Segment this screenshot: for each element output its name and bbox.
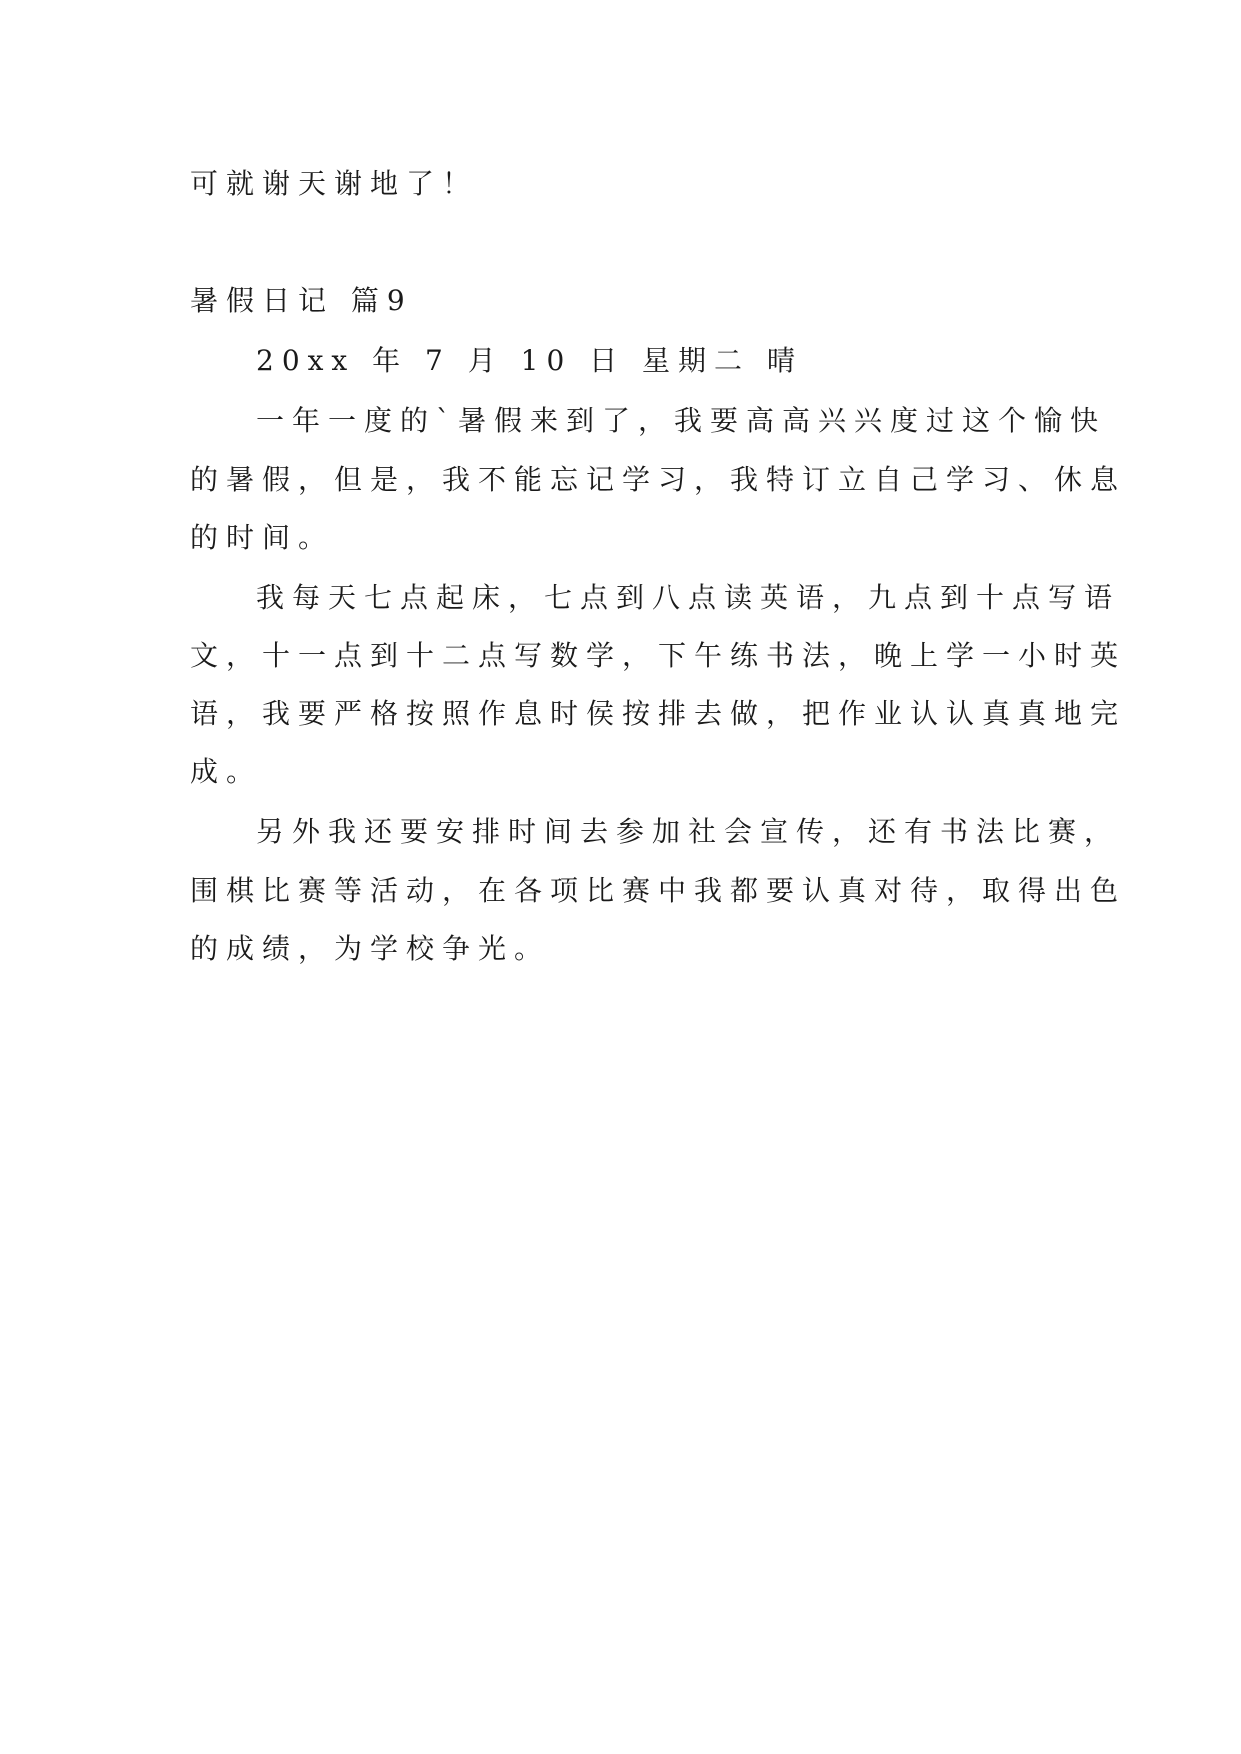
paragraph-1-line-3: 的时间。 (190, 521, 335, 554)
diary-date-line: 20xx 年 7 月 10 日 星期二 晴 (256, 344, 803, 377)
paragraph-2-line-2: 文，十一点到十二点写数学，下午练书法，晚上学一小时英 (190, 639, 1127, 672)
diary-heading: 暑假日记 篇9 (190, 284, 413, 317)
paragraph-2-line-1: 我每天七点起床，七点到八点读英语，九点到十点写语 (256, 581, 1121, 614)
paragraph-1-line-1: 一年一度的`暑假来到了，我要高高兴兴度过这个愉快 (256, 404, 1107, 437)
paragraph-3-line-1: 另外我还要安排时间去参加社会宣传，还有书法比赛， (256, 815, 1121, 848)
paragraph-3-line-3: 的成绩，为学校争光。 (190, 932, 551, 965)
paragraph-3-line-2: 围棋比赛等活动，在各项比赛中我都要认真对待，取得出色 (190, 874, 1127, 907)
paragraph-1-line-2: 的暑假，但是，我不能忘记学习，我特订立自己学习、休息 (190, 463, 1127, 496)
continuation-line: 可就谢天谢地了！ (190, 167, 479, 200)
paragraph-2-line-4: 成。 (190, 755, 263, 788)
paragraph-2-line-3: 语，我要严格按照作息时侯按排去做，把作业认认真真地完 (190, 697, 1127, 730)
